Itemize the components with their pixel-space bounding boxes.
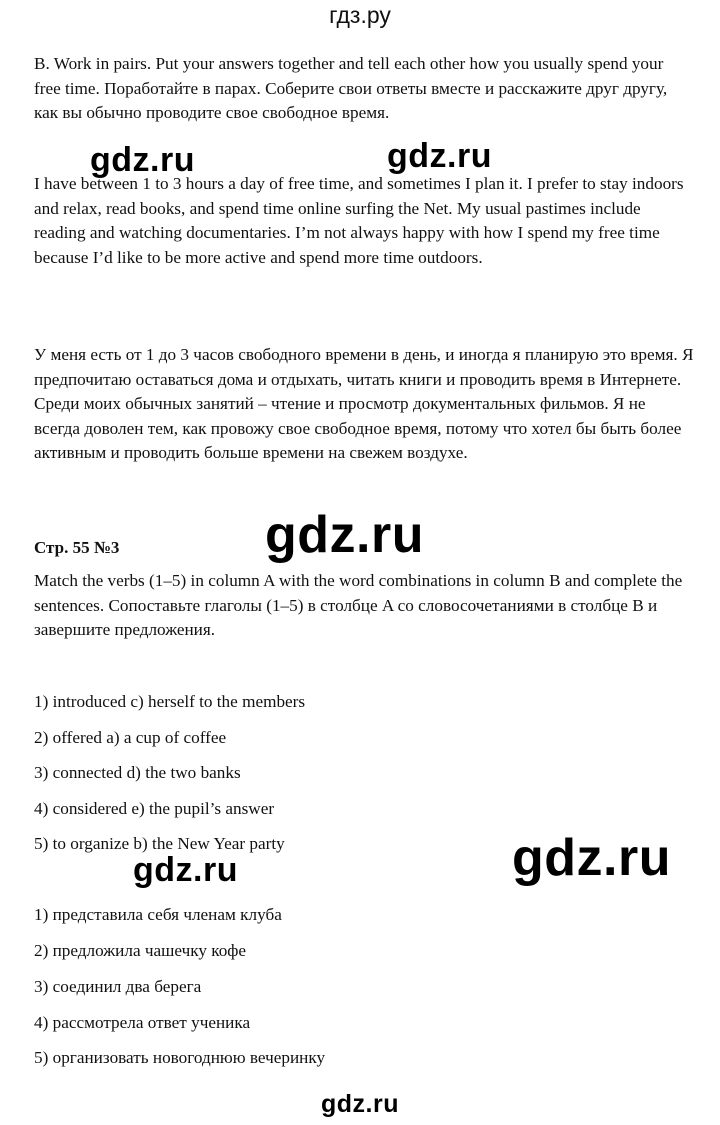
answer-en-line: 3) connected d) the two banks bbox=[34, 763, 241, 782]
watermark: gdz.ru bbox=[90, 141, 195, 179]
watermark: gdz.ru bbox=[512, 829, 671, 887]
watermark-footer: gdz.ru bbox=[321, 1090, 399, 1118]
answer-english: I have between 1 to 3 hours a day of free time, and sometimes I plan it. I prefer to stay indoors and relax, read books, and spend time online surfing the Net. My usual pastimes include reading and watching documentaries. I’m not always happy with how I spend my free time because I’d like to be more active and spend more time outdoors. bbox=[34, 174, 684, 267]
answer-ru-line: 5) организовать новогоднюю вечеринку bbox=[34, 1048, 326, 1067]
answer-en-line: 2) offered a) a cup of coffee bbox=[34, 728, 227, 747]
watermark: gdz.ru bbox=[265, 506, 424, 564]
section-b-instruction: B. Work in pairs. Put your answers together and tell each other how you usually spend your free time. Поработайте в парах. Соберите свои ответы вместе и расскажите друг другу, как вы обычно проводите свое свободное время. bbox=[34, 54, 668, 122]
exercise-instruction: Match the verbs (1–5) in column A with the word combinations in column B and complete the sentences. Сопоставьте глаголы (1–5) в столбце A со словосочетаниями в столбце B и завершите предложения. bbox=[34, 571, 683, 639]
exercise-heading: Стр. 55 №3 bbox=[34, 538, 120, 557]
answer-ru-line: 4) рассмотрела ответ ученика bbox=[34, 1013, 251, 1032]
site-header: гдз.ру bbox=[329, 2, 391, 28]
answer-en-line: 5) to organize b) the New Year party bbox=[34, 834, 285, 853]
answer-ru-line: 2) предложила чашечку кофе bbox=[34, 941, 247, 960]
watermark: gdz.ru bbox=[133, 851, 238, 889]
answer-russian: У меня есть от 1 до 3 часов свободного времени в день, и иногда я планирую это время. Я предпочитаю оставаться дома и отдыхать, читать книги и проводить время в Интернете. Среди моих обычных занятий – чтение и просмотр документальных фильмов. Я не всегда доволен тем, как провожу свое свободное время, потому что хотел бы быть более активным и проводить больше времени на свежем воздухе. bbox=[34, 345, 694, 462]
answer-ru-line: 1) представила себя членам клуба bbox=[34, 905, 282, 924]
answer-ru-line: 3) соединил два берега bbox=[34, 977, 202, 996]
answer-en-line: 4) considered e) the pupil’s answer bbox=[34, 799, 275, 818]
watermark: gdz.ru bbox=[387, 137, 492, 175]
answer-en-line: 1) introduced c) herself to the members bbox=[34, 692, 306, 711]
